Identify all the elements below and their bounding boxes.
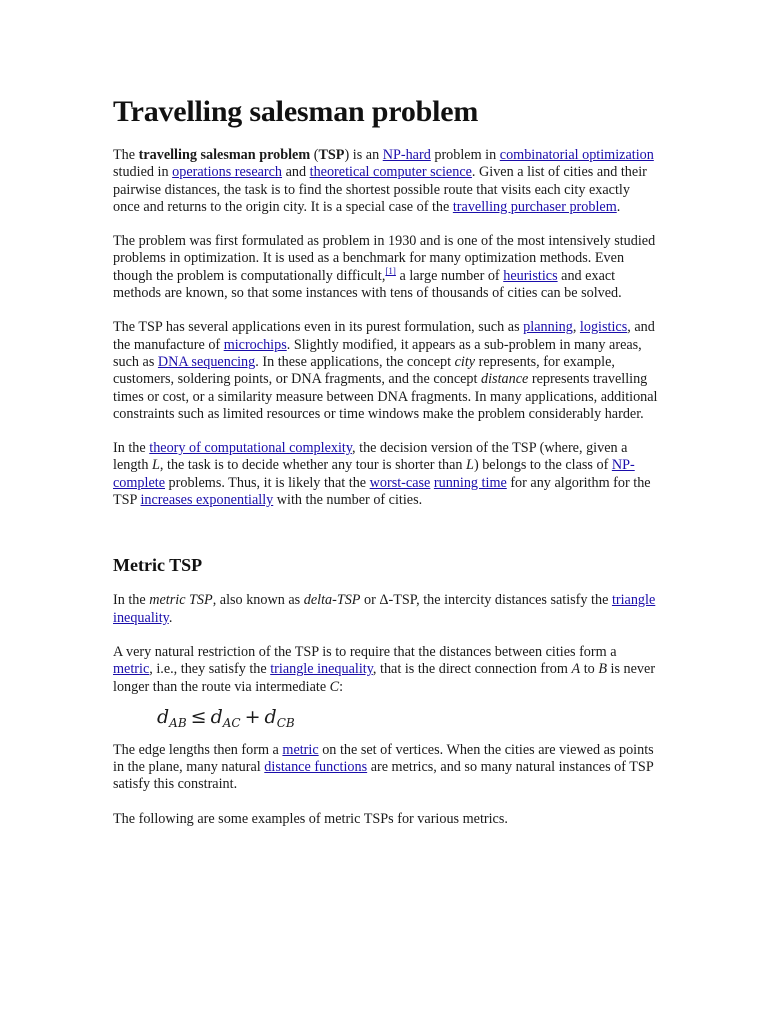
text-run: , the task is to decide whether any tour is shorter than	[159, 457, 467, 474]
text-run: :	[339, 678, 344, 695]
formula-operator: ≤	[190, 705, 207, 728]
link-distance-functions[interactable]: distance functions	[264, 759, 368, 776]
text-run: The edge lengths then form a	[113, 741, 283, 758]
link-metric[interactable]: metric	[113, 661, 150, 678]
text-run: . Slightly modified, it appears as a sub-problem in many areas, such as	[113, 336, 642, 370]
text-run: is never longer than the route via intermediate	[113, 661, 656, 695]
text-run: . Given a list of cities and their pairwise distances, the task is to find the shortest possible route that visits each city exactly once and returns to the origin city. It is a special case of the	[113, 164, 647, 215]
link-microchips[interactable]: microchips	[223, 336, 287, 353]
text-run: The following are some examples of metric TSPs for various metrics.	[113, 810, 508, 827]
text-run: The problem was first formulated as problem in 1930 and is one of the most intensively studied problems in optimization. It is used as a benchmark for many optimization methods. Even though the problem is computationally difficult,	[113, 233, 656, 284]
italic-variable-a: A	[571, 661, 581, 678]
text-run: , that is the direct connection from	[372, 661, 572, 678]
text-run: problems. Thus, it is likely that the	[165, 474, 370, 491]
examples-intro-paragraph	[113, 811, 658, 828]
link-theory-of-computational-complexity[interactable]: theory of computational complexity	[149, 440, 353, 457]
link-combinatorial-optimization[interactable]: combinatorial optimization	[499, 147, 654, 163]
italic-term-delta-tsp: delta-TSP	[303, 592, 361, 609]
bold-term-tsp-abbrev: TSP	[318, 147, 345, 163]
text-run: A very natural restriction of the TSP is to require that the distances between cities form a	[113, 643, 617, 660]
formula-var: d	[210, 705, 223, 728]
intro-paragraph	[113, 147, 658, 216]
text-run: or Δ-TSP, the intercity distances satisfy the	[360, 592, 612, 609]
text-run: The TSP has several applications even in its purest formulation, such as	[113, 319, 524, 336]
citation-link-1[interactable]: [1]	[385, 265, 396, 276]
formula-operator: +	[244, 705, 261, 728]
text-run: ) is an	[344, 147, 383, 163]
edge-lengths-paragraph	[113, 742, 658, 794]
italic-variable-b: B	[598, 661, 607, 678]
article	[113, 86, 658, 845]
italic-term-distance: distance	[481, 371, 529, 388]
link-theoretical-computer-science[interactable]: theoretical computer science	[309, 164, 472, 181]
text-run: a large number of	[395, 267, 504, 284]
text-run: represents, for example, customers, soldering points, or DNA fragments, and the concept	[113, 353, 615, 388]
formula-subscript: CB	[276, 715, 295, 730]
link-np-hard[interactable]: NP-hard	[382, 147, 431, 163]
formula-var: d	[264, 705, 277, 728]
text-run: to	[580, 661, 599, 678]
italic-term-city: city	[454, 353, 476, 370]
link-worst-case[interactable]: worst-case	[369, 474, 431, 491]
text-run: , and the manufacture of	[113, 319, 655, 353]
italic-variable-l: L	[466, 457, 474, 474]
history-paragraph	[113, 233, 658, 302]
text-run: In the	[113, 592, 150, 609]
text-run: problem in	[430, 147, 500, 163]
text-run: .	[168, 609, 173, 626]
page-title: Travelling salesman problem	[113, 95, 479, 128]
text-run: for any algorithm for the TSP	[113, 474, 651, 509]
link-increases-exponentially[interactable]: increases exponentially	[140, 492, 274, 509]
restriction-paragraph	[113, 644, 658, 696]
italic-variable-c: C	[329, 678, 340, 695]
text-run: and	[282, 164, 310, 181]
text-run: , also known as	[212, 592, 304, 609]
text-run: studied in	[113, 164, 173, 181]
italic-term-metric-tsp: metric TSP	[149, 592, 213, 609]
link-heuristics[interactable]: heuristics	[503, 267, 558, 284]
applications-paragraph	[113, 319, 658, 423]
link-running-time[interactable]: running time	[433, 474, 507, 491]
bold-term-tsp-name: travelling salesman problem	[138, 147, 311, 163]
link-triangle-inequality[interactable]: triangle inequality	[270, 661, 373, 678]
link-logistics[interactable]: logistics	[579, 319, 628, 336]
text-run: and exact methods are known, so that some instances with tens of thousands of cities can be solved.	[113, 267, 622, 302]
link-operations-research[interactable]: operations research	[172, 164, 283, 181]
complexity-paragraph	[113, 440, 658, 509]
citation	[385, 266, 396, 276]
section-heading-metric-tsp: Metric TSP	[113, 555, 203, 576]
link-dna-sequencing[interactable]: DNA sequencing	[157, 353, 256, 370]
text-run: with the number of cities.	[273, 492, 423, 509]
italic-variable-l: L	[152, 457, 160, 474]
text-run: In the	[113, 440, 150, 457]
link-np-complete[interactable]: NP-complete	[113, 457, 635, 491]
formula-var: d	[157, 705, 170, 728]
metric-definition-paragraph	[113, 592, 658, 627]
formula-subscript: AB	[169, 715, 187, 730]
text-run: The	[113, 147, 139, 163]
link-triangle-inequality[interactable]: triangle inequality	[113, 592, 656, 626]
text-run: ) belongs to the class of	[473, 457, 612, 474]
link-planning[interactable]: planning	[523, 319, 573, 336]
text-run: ,	[572, 319, 580, 336]
text-run: . In these applications, the concept	[255, 353, 455, 370]
text-run: , the decision version of the TSP (where, given a length	[113, 440, 628, 474]
link-metric[interactable]: metric	[282, 741, 319, 758]
text-run: .	[616, 198, 621, 215]
formula-subscript: AC	[222, 715, 241, 730]
text-run: represents travelling times or cost, or a similarity measure between DNA fragments. In many applications, additional constraints such as limited resources or time windows make the problem considerably harder.	[113, 371, 658, 422]
text-run: are metrics, and so many natural instances of TSP satisfy this constraint.	[113, 759, 654, 793]
text-run: (	[310, 147, 319, 163]
text-run: , i.e., they satisfy the	[149, 661, 271, 678]
text-run: on the set of vertices. When the cities are viewed as points in the plane, many natural	[113, 741, 654, 776]
triangle-inequality-formula	[157, 704, 658, 730]
link-travelling-purchaser-problem[interactable]: travelling purchaser problem	[452, 198, 617, 215]
